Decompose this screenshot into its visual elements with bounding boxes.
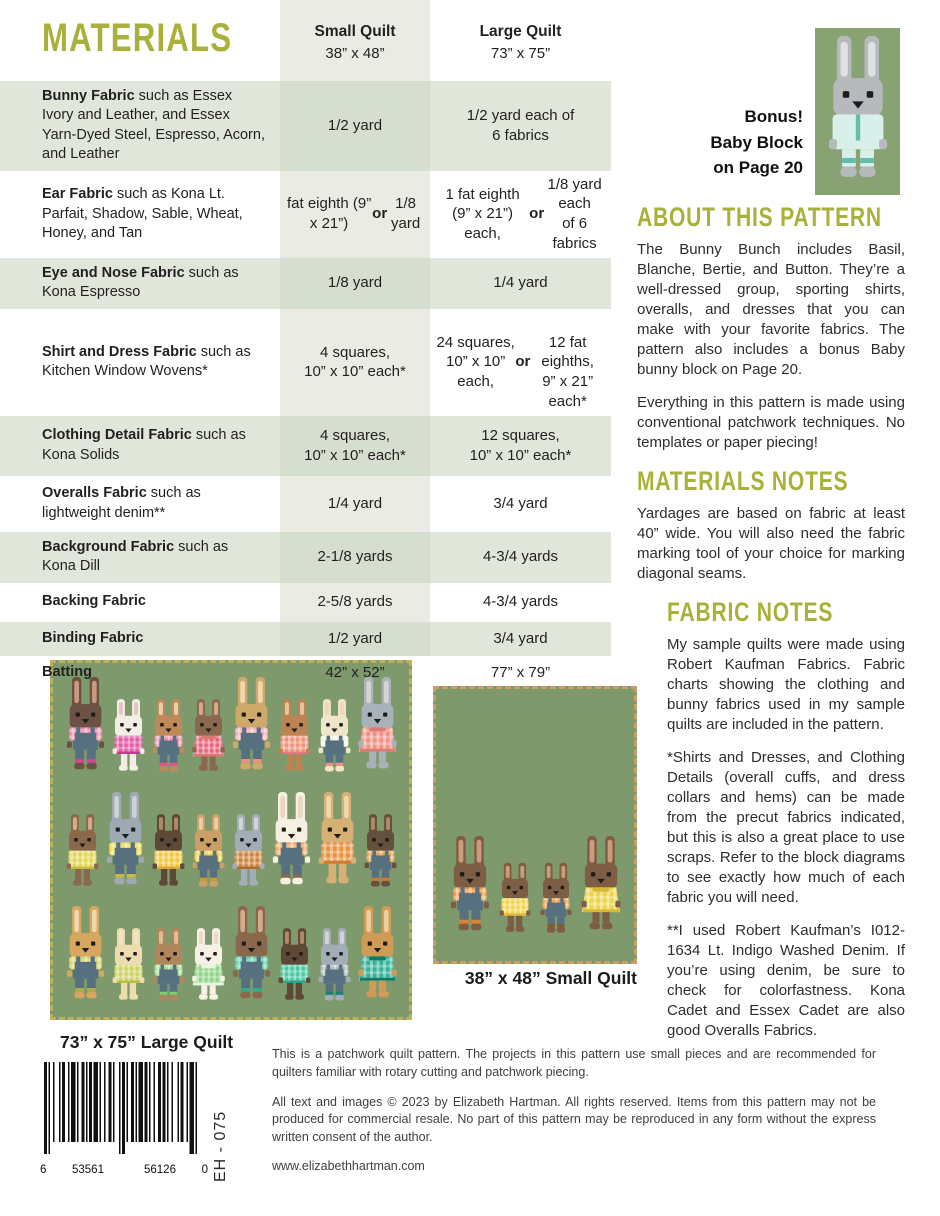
row-label: Backing Fabric	[42, 593, 146, 610]
large-quilt-cell: 1 fat eighth (9” x 21”) each, or 1/8 yard each of 6 fabrics	[445, 175, 602, 253]
bunny-art	[277, 920, 312, 1003]
bonus-block-section	[637, 0, 905, 202]
bunny-art	[191, 920, 226, 1003]
bunny-art	[317, 792, 358, 889]
barcode-digit-group: 53561	[52, 1164, 124, 1176]
table-row	[0, 258, 611, 309]
upc-barcode	[40, 1062, 212, 1184]
materials-table	[0, 0, 611, 691]
materials-notes-heading-wrap	[637, 466, 905, 497]
bunny-art	[826, 36, 890, 187]
bunny-art	[539, 855, 573, 935]
bonus-label-line: Bonus!	[744, 107, 803, 126]
barcode-digits	[40, 1164, 208, 1176]
small-quilt-cell: 1/8 yard	[280, 258, 430, 309]
small-quilt-cell: 4 squares, 10” x 10” each*	[304, 343, 406, 381]
bunny-art	[191, 691, 226, 774]
paragraph: The Bunny Bunch includes Basil, Blanche, Bertie, and Button. They’re a well-dressed group, sporting shirts, overalls, and dresses that you can make with your favorite fabrics. The pattern also includes a bonus Baby bunny block on Page 20.	[637, 241, 905, 378]
bunny-art	[231, 906, 272, 1003]
bunny-art	[231, 806, 266, 889]
about-heading-wrap	[637, 202, 905, 233]
large-quilt-cell: 3/4 yard	[493, 629, 548, 647]
table-row	[0, 416, 611, 476]
paragraph: Everything in this pattern is made using conventional patchwork techniques. No templates or paper piecing!	[637, 394, 905, 451]
website-url: www.elizabethhartman.com	[272, 1158, 425, 1173]
barcode-digit: 0	[201, 1164, 208, 1176]
bunny-art	[151, 691, 186, 774]
fabric-notes-heading-wrap	[667, 597, 905, 628]
large-quilt-cell: 24 squares, 10” x 10” each, or 12 fat eighths, 9” x 21” each*	[436, 333, 594, 411]
small-quilt-column-title: Small Quilt	[314, 23, 396, 40]
paragraph: Yardages are based on fabric at least 40” wide. You will also need the fabric marking tool of your choice for marking diagonal seams.	[637, 505, 905, 582]
bunny-art	[111, 920, 146, 1003]
bunny-art	[498, 855, 532, 935]
table-row	[0, 583, 611, 622]
row-label: Ear Fabric such as Kona Lt. Parfait, Shadow, Sable, Wheat, Honey, and Tan	[42, 186, 243, 241]
small-quilt-cell: 42” x 52”	[325, 664, 385, 682]
barcode-digit: 6	[40, 1164, 47, 1176]
fine-print	[272, 1046, 876, 1173]
fabric-notes-heading: FABRIC NOTES	[667, 597, 834, 627]
bunny-art	[65, 906, 106, 1003]
bunny-art	[151, 920, 186, 1003]
bunny-art	[65, 806, 100, 889]
bunny-art	[580, 836, 622, 935]
materials-title-cell	[0, 0, 280, 81]
about-this-pattern-heading: ABOUT THIS PATTERN	[637, 202, 882, 232]
row-label: Batting	[42, 664, 92, 681]
paragraph: **I used Robert Kaufman’s I012-1634 Lt. Indigo Washed Denim. If you’re using denim, be sure to check for colorfastness. Kona Cadet and Essex Cadet are also good Overalls Fabrics.	[667, 922, 905, 1039]
fabric-notes-section	[667, 597, 905, 1041]
materials-table-rows	[0, 81, 611, 691]
large-quilt-cell: 4-3/4 yards	[482, 548, 559, 566]
small-quilt-cell: 2-5/8 yards	[317, 593, 393, 611]
paragraph: My sample quilts were made using Robert Kaufman Fabrics. Fabric charts showing the clothing and bunny fabrics used in my sample quilts are included in the pattern.	[667, 636, 905, 733]
large-quilt-cell: 1/2 yard each of 6 fabrics	[466, 107, 575, 144]
large-quilt-column-title: Large Quilt	[479, 23, 562, 40]
bunny-art	[363, 806, 398, 889]
right-column	[637, 0, 905, 1054]
small-quilt-column-size: 38” x 48”	[325, 45, 385, 63]
small-quilt-image	[433, 686, 637, 964]
bonus-label-line: Baby Block	[710, 132, 803, 152]
large-quilt-cell: 1/4 yard	[493, 274, 548, 292]
quilt-bunny-row	[63, 792, 399, 889]
copyright-text: All text and images © 2023 by Elizabeth Hartman. All rights reserved. Items from this pattern may not be produced for commercial resale. No part of this pattern may be reproduced in any form without the express written consent of the author.	[272, 1094, 876, 1144]
small-quilt-cell: 4 squares, 10” x 10” each*	[280, 416, 430, 476]
bunny-art	[111, 691, 146, 774]
table-row	[0, 81, 611, 171]
bunny-art	[191, 806, 226, 889]
bunny-art	[271, 792, 312, 889]
table-row	[0, 171, 611, 258]
large-quilt-image	[50, 660, 412, 1020]
row-label: Bunny Fabric such as Essex Ivory and Leather, and Essex Yarn-Dyed Steel, Espresso, Acorn, and Leather	[42, 88, 265, 163]
large-quilt-cell: 77” x 79”	[490, 664, 551, 682]
row-label: Eye and Nose Fabric such as Kona Espresso	[42, 264, 239, 301]
large-quilt-column-size: 73” x 75”	[490, 45, 551, 63]
bonus-label-line: on Page 20	[713, 158, 803, 177]
large-quilt-caption: 73” x 75” Large Quilt	[60, 1032, 234, 1052]
pattern-sku: EH - 075	[212, 1110, 229, 1182]
quilt-bunny-row	[63, 906, 399, 1003]
recommendation-text: This is a patchwork quilt pattern. The projects in this pattern use small pieces and are recommended for quilters familiar with rotary cutting and patchwork piecing.	[272, 1047, 876, 1079]
materials-title: MATERIALS	[42, 16, 233, 60]
small-quilt-cell: fat eighth (9” x 21”) or 1/8 yard	[286, 195, 421, 233]
bonus-baby-block-label	[710, 104, 803, 181]
large-quilt-cell: 12 squares, 10” x 10” each*	[469, 427, 572, 464]
table-row	[0, 476, 611, 532]
bunny-art	[105, 792, 146, 889]
bunny-art	[231, 677, 272, 774]
small-quilt-cell: 1/4 yard	[327, 494, 383, 512]
bunny-art	[357, 677, 398, 774]
fabric-notes-paragraphs	[667, 635, 905, 1041]
table-row	[0, 309, 611, 416]
barcode-bars	[40, 1062, 208, 1162]
baby-bunny-block-image	[815, 28, 900, 195]
large-quilt-column-header	[430, 0, 611, 81]
bunny-art	[317, 691, 352, 774]
paragraph: *Shirts and Dresses, and Clothing Details (overall cuffs, and dress collars and hems) can be made from the precut fabrics indicated, but this is also a great place to use scraps. Refer to the block diagrams to see exactly how much of each fabric you will need.	[667, 749, 905, 906]
quilt-bunny-row	[63, 677, 399, 774]
bunny-art	[277, 691, 312, 774]
small-quilt-caption: 38” x 48” Small Quilt	[464, 968, 637, 988]
about-paragraphs	[637, 240, 905, 453]
materials-notes-paragraphs	[637, 504, 905, 584]
row-label: Shirt and Dress Fabric such as Kitchen Window Wovens*	[42, 343, 251, 380]
materials-table-header	[0, 0, 611, 81]
table-row	[0, 656, 611, 691]
materials-notes-heading: MATERIALS NOTES	[637, 466, 849, 496]
table-row	[0, 622, 611, 656]
row-label: Overalls Fabric such as lightweight denim**	[42, 485, 201, 521]
row-label: Clothing Detail Fabric such as Kona Solids	[42, 427, 246, 463]
barcode-digit-group: 56126	[124, 1164, 196, 1176]
bunny-art	[65, 677, 106, 774]
row-label: Background Fabric such as Kona Dill	[42, 538, 229, 575]
large-quilt-cell: 4-3/4 yards	[482, 593, 559, 611]
bunny-art	[449, 836, 491, 935]
small-quilt-cell: 1/2 yard	[280, 622, 430, 656]
small-quilt-column-header	[280, 0, 430, 81]
bunny-art	[151, 806, 186, 889]
small-quilt-cell: 2-1/8 yards	[280, 532, 430, 583]
table-row	[0, 532, 611, 583]
bunny-art	[317, 920, 352, 1003]
large-quilt-cell: 3/4 yard	[493, 494, 548, 512]
bunny-art	[357, 906, 398, 1003]
row-label: Binding Fabric	[42, 629, 144, 646]
small-quilt-cell: 1/2 yard	[280, 81, 430, 171]
